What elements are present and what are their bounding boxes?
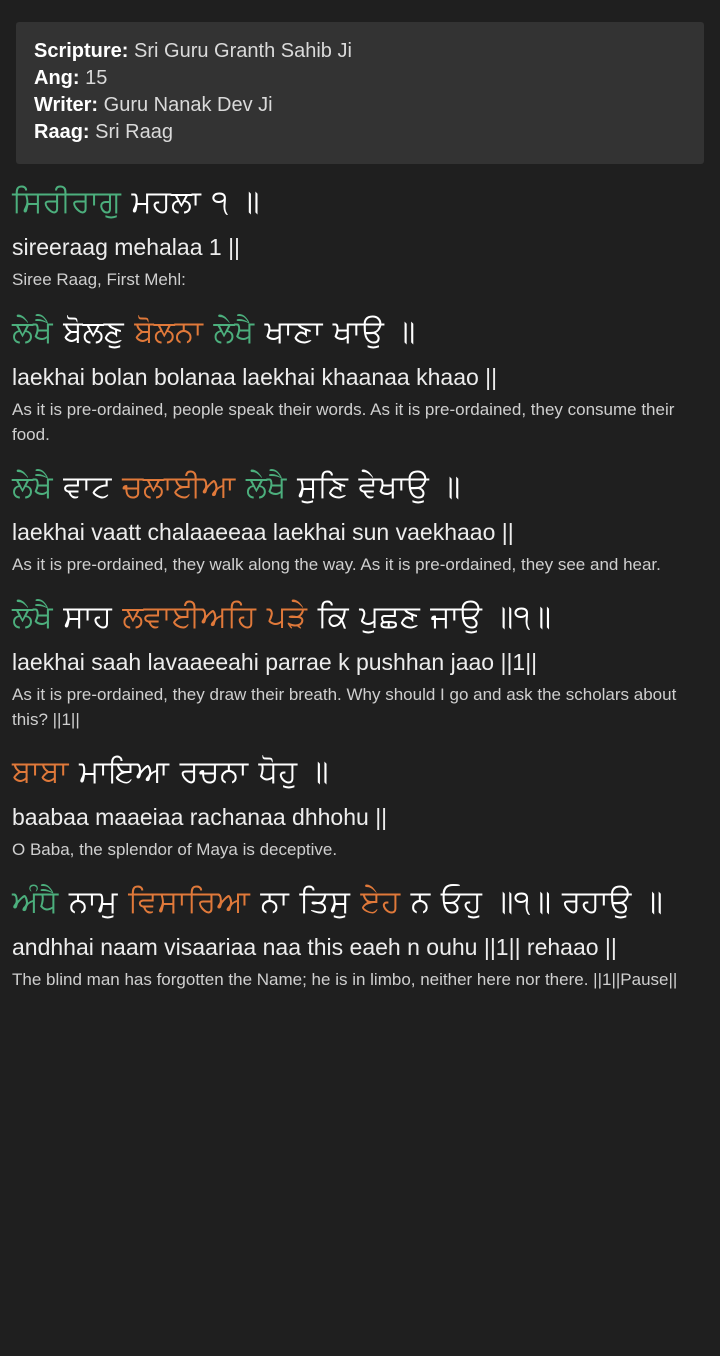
verse-transliteration: baabaa maaeiaa rachanaa dhhohu || [12, 804, 388, 830]
gurmukhi-word: ਵਾਟ [52, 469, 122, 504]
info-value-ang: 15 [79, 67, 108, 89]
gurmukhi-word: ਲੇਖੈ [12, 314, 53, 349]
gurmukhi-word: ਲਵਾਈਅਹਿ [122, 599, 257, 634]
verse-gurmukhi [12, 180, 708, 224]
gurmukhi-word: ਲੇਖੈ [12, 469, 53, 504]
verse-block[interactable] [12, 734, 708, 864]
info-row-raag [34, 119, 686, 146]
gurmukhi-word: ਏਹ [360, 884, 401, 919]
verse-translation: O Baba, the splendor of Maya is deceptive. [12, 840, 338, 859]
gurmukhi-word: ਮਾਇਆ ਰਚਨਾ ਧੋਹੁ ॥ [68, 754, 329, 789]
gurmukhi-word: ਲੇਖੈ [245, 469, 287, 504]
verse-gurmukhi [12, 750, 708, 794]
gurmukhi-word [256, 599, 267, 634]
verse-gurmukhi [12, 465, 708, 509]
verse-translation: As it is pre-ordained, they draw their breath. Why should I go and ask the scholars about this? ||1|| [12, 685, 677, 729]
gurmukhi-word: ਖਾਣਾ ਖਾਉ ॥ [254, 314, 416, 349]
verse-translation: As it is pre-ordained, they walk along the way. As it is pre-ordained, they see and hear. [12, 555, 661, 574]
gurmukhi-word: ਨਾ ਤਿਸੁ [249, 884, 361, 919]
verse-transliteration: laekhai saah lavaaeeahi parrae k pushhan jaao ||1|| [12, 649, 538, 675]
verse-block[interactable] [12, 449, 708, 579]
gurmukhi-word: ਲੇਖੈ [12, 599, 53, 634]
verse-list [0, 164, 720, 994]
verse-transliteration: laekhai bolan bolanaa laekhai khaanaa khaao || [12, 364, 498, 390]
gurmukhi-word: ਨ ਓਹੁ ॥੧॥ ਰਹਾਉ ॥ [400, 884, 663, 919]
gurmukhi-word: ਬੋਲਨਾ [134, 314, 203, 349]
gurmukhi-word: ਸਿਰੀਰਾਗੁ [12, 184, 121, 219]
gurmukhi-word: ਪੜੇ [266, 599, 307, 634]
scripture-info-card [16, 22, 704, 164]
verse-transliteration: sireeraag mehalaa 1 || [12, 234, 241, 260]
verse-transliteration: laekhai vaatt chalaaeeaa laekhai sun vaekhaao || [12, 519, 514, 545]
verse-block[interactable] [12, 294, 708, 449]
gurmukhi-word [235, 469, 246, 504]
verse-block[interactable] [12, 164, 708, 294]
gurmukhi-word [203, 314, 214, 349]
info-label-writer: Writer: [34, 94, 99, 116]
verse-gurmukhi [12, 880, 708, 924]
scripture-page [0, 22, 720, 1356]
info-value-scripture: Sri Guru Granth Sahib Ji [128, 40, 352, 62]
verse-translation: Siree Raag, First Mehl: [12, 270, 186, 289]
gurmukhi-word: ਲੇਖੈ [213, 314, 255, 349]
verse-block[interactable] [12, 579, 708, 734]
info-label-scripture: Scripture: [34, 40, 129, 62]
info-row-writer [34, 92, 686, 119]
gurmukhi-word: ਬੋਲਣੁ [52, 314, 135, 349]
gurmukhi-word: ਅੰਧੈ [12, 884, 59, 919]
info-value-raag: Sri Raag [89, 121, 173, 143]
gurmukhi-word: ਕਿ ਪੁਛਣ ਜਾਉ ॥੧॥ [306, 599, 552, 634]
verse-translation: The blind man has forgotten the Name; he is in limbo, neither here nor there. ||1||Pause|| [12, 970, 678, 989]
gurmukhi-word: ਮਹਲਾ ੧ ॥ [120, 184, 260, 219]
verse-translation: As it is pre-ordained, people speak their words. As it is pre-ordained, they consume their food. [12, 400, 675, 444]
gurmukhi-word: ਸੁਣਿ ਵੇਖਾਉ ॥ [286, 469, 461, 504]
info-label-raag: Raag: [34, 121, 90, 143]
verse-transliteration: andhhai naam visaariaa naa this eaeh n ouhu ||1|| rehaao || [12, 934, 617, 960]
info-value-writer: Guru Nanak Dev Ji [98, 94, 273, 116]
gurmukhi-word: ਸਾਹ [52, 599, 123, 634]
gurmukhi-word: ਵਿਸਾਰਿਆ [128, 884, 250, 919]
gurmukhi-word: ਬਾਬਾ [12, 754, 69, 789]
gurmukhi-word: ਚਲਾਈਆ [122, 469, 236, 504]
gurmukhi-word: ਨਾਮੁ [58, 884, 129, 919]
verse-gurmukhi [12, 310, 708, 354]
info-label-ang: Ang: [34, 67, 80, 89]
verse-gurmukhi [12, 595, 708, 639]
info-row-ang [34, 65, 686, 92]
verse-block[interactable] [12, 864, 708, 994]
info-row-scripture [34, 38, 686, 65]
